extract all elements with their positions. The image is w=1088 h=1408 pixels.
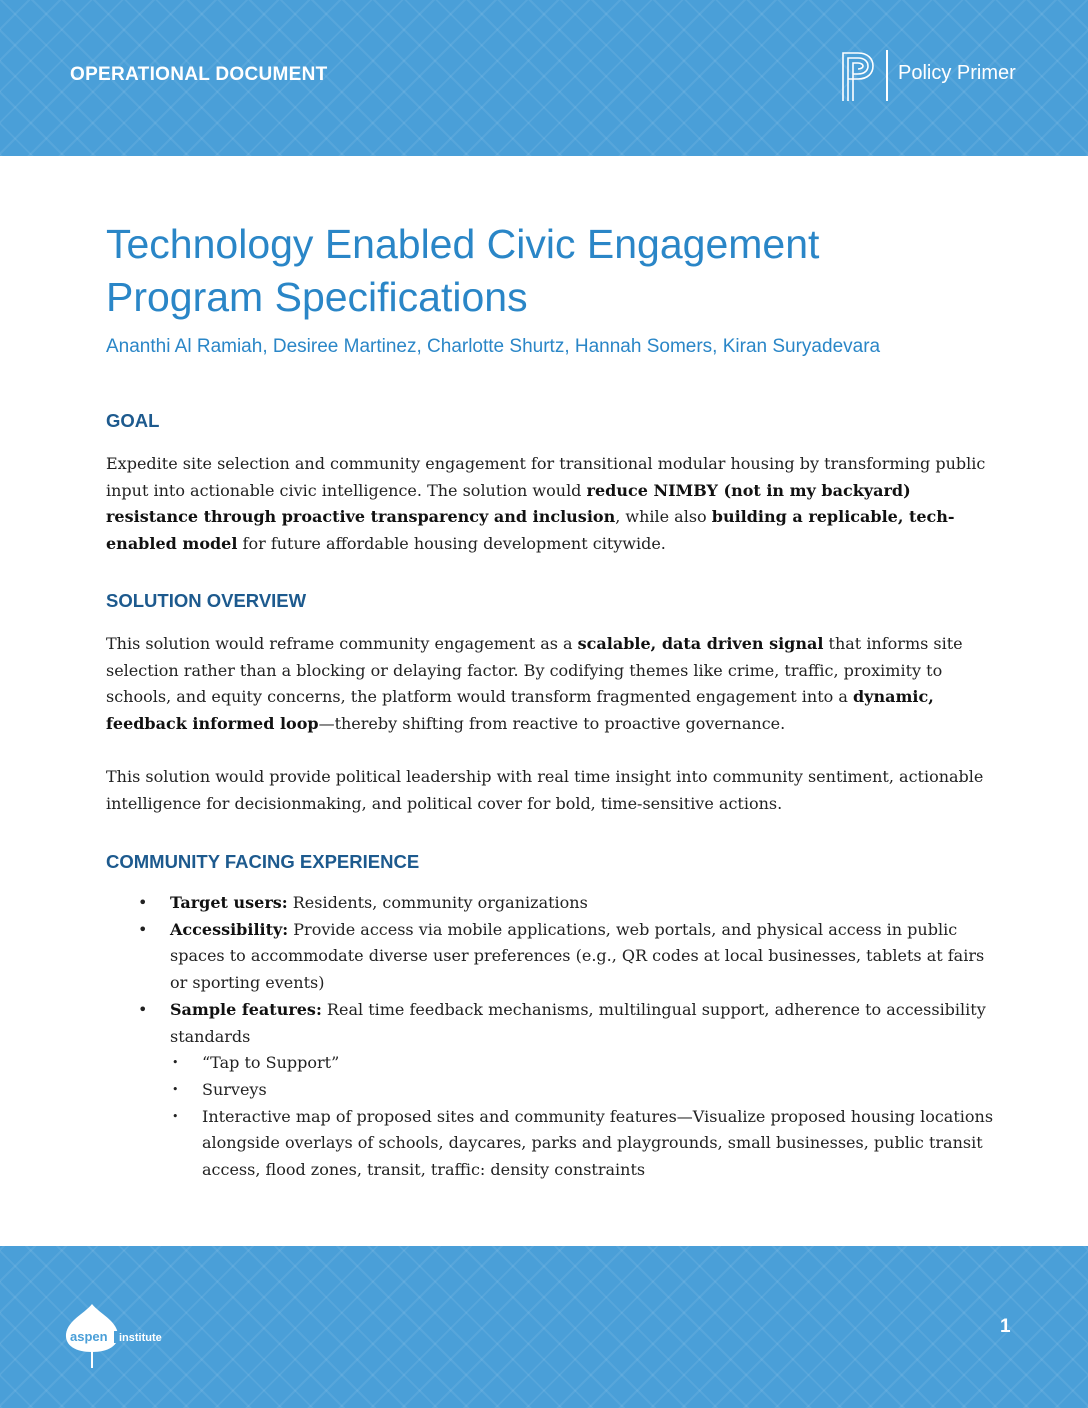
sub-list-item: • Interactive map of proposed sites and community features—Visualize proposed housing locations alongside overlays of schools, daycares, parks and playgrounds, small businesses, public transit access, flood zones, transit, traffic: density constraints [170, 1104, 1006, 1184]
goal-text-2: , while also [615, 507, 712, 527]
aspen-leaf-logo-icon [62, 1300, 177, 1370]
header-divider [886, 50, 888, 101]
list-item-label: Sample features: [170, 999, 322, 1019]
page-number: 1 [1000, 1316, 1011, 1337]
solution-paragraph-2: This solution would provide political leadership with real time insight into community sentiment, actionable intelligence for decisionmaking, and political cover for bold, time-sensitive actions. [106, 767, 984, 813]
sub-list-item: • “Tap to Support” [170, 1050, 1006, 1077]
goal-paragraph [106, 451, 1006, 558]
series-label: Policy Primer [898, 62, 1016, 84]
solution-emphasis-2: dynamic, feedback informed loop [106, 687, 934, 734]
title-line-1: Technology Enabled Civic Engagement [106, 221, 820, 267]
community-experience-heading: COMMUNITY FACING EXPERIENCE [106, 851, 420, 872]
title-line-2: Program Specifications [106, 274, 528, 320]
solution-overview-heading: SOLUTION OVERVIEW [106, 590, 307, 611]
sub-list-item: • Surveys [170, 1077, 1006, 1104]
goal-emphasis-2: building a replicable, tech-enabled model [106, 507, 955, 554]
goal-emphasis-1: reduce NIMBY (not in my backyard) resistance through proactive transparency and inclusion [106, 480, 911, 527]
logo-text-aspen: aspen [70, 1329, 108, 1344]
author-list: Ananthi Al Ramiah, Desiree Martinez, Charlotte Shurtz, Hannah Somers, Kiran Suryadevara [106, 336, 881, 357]
list-item-text: Residents, community organizations [287, 893, 588, 912]
sample-features-sublist [170, 1050, 1006, 1184]
solution-text-3: —thereby shifting from reactive to proactive governance. [318, 714, 786, 734]
list-item-label: Target users: [170, 893, 288, 912]
list-item [106, 917, 1006, 997]
solution-emphasis-1: scalable, data driven signal [577, 634, 824, 653]
logo-text-institute: institute [119, 1332, 162, 1344]
list-item-text: Real time feedback mechanisms, multilingual support, adherence to accessibility standards [170, 999, 986, 1046]
policy-primer-logo-icon [840, 50, 876, 102]
goal-text-3: for future affordable housing development citywide. [237, 534, 666, 554]
solution-paragraph-1 [106, 631, 1006, 738]
document-type-label: OPERATIONAL DOCUMENT [70, 64, 328, 85]
list-item [106, 890, 1006, 917]
list-item-label: Accessibility: [170, 919, 289, 939]
solution-text-2: that informs site selection rather than a blocking or delaying factor. By codifying themes like crime, traffic, proximity to schools, and equity concerns, the platform would transform fragmented engagement into a [106, 634, 963, 707]
solution-text-1: This solution would reframe community engagement as a [106, 634, 578, 653]
page-title [106, 218, 1006, 324]
goal-heading: GOAL [106, 410, 160, 431]
goal-text-1: Expedite site selection and community engagement for transitional modular housing by transforming public input into actionable civic intelligence. The solution would [106, 454, 986, 500]
list-item [106, 997, 1006, 1184]
list-item-text: Provide access via mobile applications, web portals, and physical access in public spaces to accommodate diverse user preferences (e.g., QR codes at local businesses, tablets at fairs or sporting events) [170, 919, 985, 993]
community-bullet-list [106, 890, 1006, 1184]
